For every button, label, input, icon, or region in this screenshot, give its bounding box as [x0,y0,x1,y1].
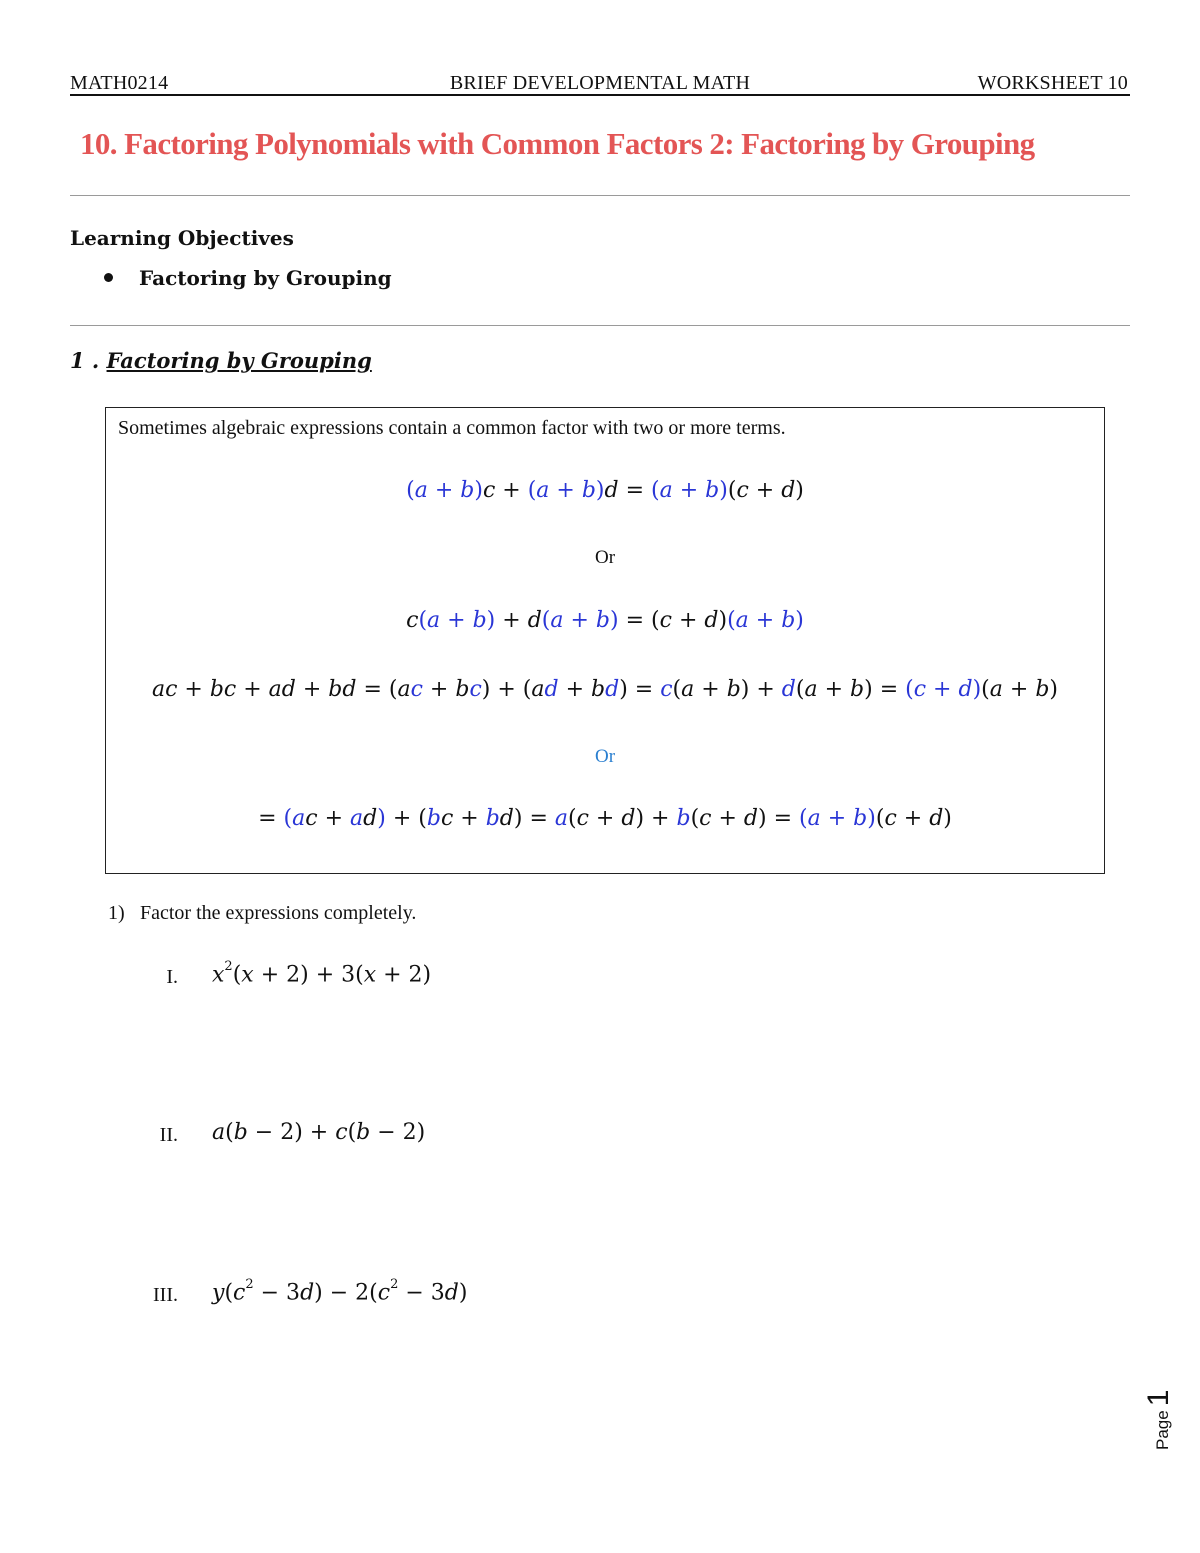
worksheet-label: WORKSHEET 10 [977,72,1128,94]
concept-intro: Sometimes algebraic expressions contain a common factor with two or more terms. [118,417,786,439]
problem-expression: $y(c^2 - 3d) - 2(c^2 - 3d)$ [212,1277,468,1306]
course-subject: BRIEF DEVELOPMENTAL MATH [449,72,751,94]
problem-label: I. [166,966,178,988]
divider [70,195,1130,196]
problem-expression: $x^2(x + 2) + 3(x + 2)$ [212,959,432,988]
exercise-number: 1) [108,902,125,924]
section-number: 1 . [70,348,100,373]
equation-3: ac + bc + ad + bd = (ac + bc) + (ad + bd) = c(a + b) + d(a + b) = (c + d)(a + b) [151,677,1058,702]
page-number: Page 1 [1142,1389,1175,1450]
equation-2: c(a + b) + d(a + b) = (c + d)(a + b) [406,608,804,633]
exercise-instruction: 1) Factor the expressions completely. [108,902,417,924]
equation-4: = (ac + ad) + (bc + bd) = a(c + d) + b(c + d) = (a + b)(c + d) [258,806,952,831]
equation-1: (a + b)c + (a + b)d = (a + b)(c + d) [406,478,804,503]
learning-objective-item: Factoring by Grouping [104,266,392,290]
problem-label: II. [159,1124,178,1146]
header-rule [70,94,1130,96]
or-label: Or [594,547,616,568]
section-heading [70,348,372,373]
course-code: MATH0214 [70,72,169,94]
problem-expression: a(b − 2) + c(b − 2) [212,1120,426,1145]
page-title: 10. Factoring Polynomials with Common Factors 2: Factoring by Grouping [80,126,1035,161]
learning-objectives-heading: Learning Objectives [70,226,294,250]
problem-label: III. [153,1284,178,1306]
divider [70,325,1130,326]
or-label-blue: Or [594,746,616,767]
bullet-icon [104,273,113,282]
section-title: Factoring by Grouping [106,348,372,373]
